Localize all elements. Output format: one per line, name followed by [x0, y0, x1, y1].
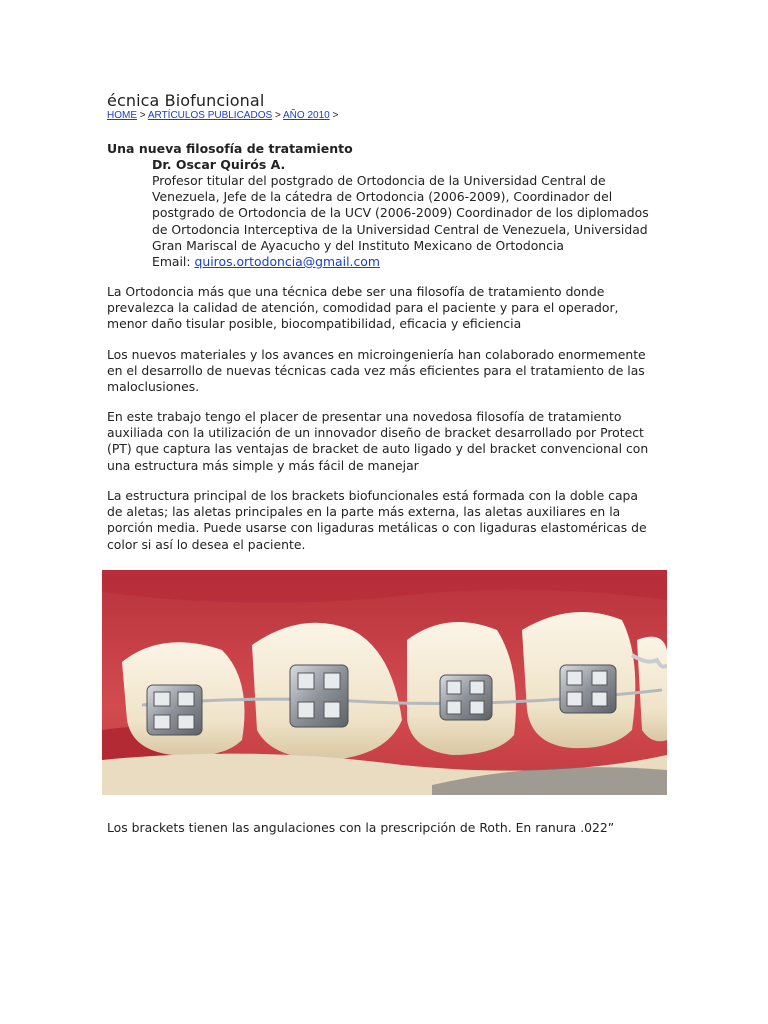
breadcrumb-separator: >	[332, 110, 339, 121]
breadcrumb-separator: >	[139, 110, 146, 121]
article-subtitle: Una nueva filosofía de tratamiento	[107, 141, 353, 156]
article-author: Dr. Oscar Quirós A.	[152, 157, 286, 172]
email-label: Email:	[152, 254, 191, 270]
breadcrumb-articles-link[interactable]: ARTÍCULOS PUBLICADOS	[147, 110, 273, 121]
breadcrumb	[107, 110, 338, 121]
paragraph-line: una estructura más simple y más fácil de manejar	[107, 457, 419, 473]
breadcrumb-home-link[interactable]: HOME	[107, 110, 137, 121]
paragraph-1	[107, 284, 667, 333]
paragraph-3	[107, 409, 667, 474]
paragraph-line: Los nuevos materiales y los avances en microingeniería han colaborado enormemente	[107, 347, 646, 362]
email-line	[152, 254, 682, 270]
paragraph-line: auxiliada con la utilización de un innovador diseño de bracket desarrollado por Protect	[107, 425, 644, 441]
paragraph-line: En este trabajo tengo el placer de presentar una novedosa filosofía de tratamiento	[107, 409, 622, 424]
breadcrumb-separator: >	[274, 110, 281, 121]
paragraph-line: en el desarrollo de nuevas técnicas cada vez más eficientes para el tratamiento de las	[107, 363, 645, 379]
paragraph-line: porción media. Puede usarse con ligaduras metálicas o con ligaduras elastoméricas de	[107, 520, 647, 536]
bio-line: postgrado de Ortodoncia de la UCV (2006-2009) Coordinador de los diplomados	[152, 205, 649, 221]
paragraph-line: (PT) que captura las ventajas de bracket de auto ligado y del bracket convencional con	[107, 441, 649, 457]
paragraph-line: La estructura principal de los brackets biofuncionales está formada con la doble capa	[107, 488, 639, 503]
paragraph-line: maloclusiones.	[107, 379, 200, 395]
breadcrumb-year-link[interactable]: AÑO 2010	[283, 110, 330, 121]
paragraph-line: color si así lo desea el paciente.	[107, 536, 306, 552]
paragraph-line: La Ortodoncia más que una técnica debe ser una filosofía de tratamiento donde	[107, 284, 605, 299]
page-title: écnica Biofuncional	[107, 91, 265, 110]
paragraph-4	[107, 488, 667, 553]
paragraph-line: menor daño tisular posible, biocompatibilidad, eficacia y eficiencia	[107, 316, 522, 332]
author-bio	[152, 173, 682, 270]
paragraph-line: de aletas; las aletas principales en la parte más externa, las aletas auxiliares en la	[107, 504, 621, 520]
email-link[interactable]: quiros.ortodoncia@gmail.com	[194, 254, 380, 270]
photo-caption: Los brackets tienen las angulaciones con la prescripción de Roth. En ranura .022”	[107, 820, 615, 835]
braces-photo	[102, 570, 667, 795]
paragraph-2	[107, 347, 667, 396]
bio-line: de Ortodoncia Interceptiva de la Universidad Central de Venezuela, Universidad	[152, 221, 648, 237]
bio-line: Gran Mariscal de Ayacucho y del Instituto Mexicano de Ortodoncia	[152, 237, 564, 253]
paragraph-line: prevalezca la calidad de atención, comodidad para el paciente y para el operador,	[107, 300, 619, 316]
bio-line: Profesor titular del postgrado de Ortodoncia de la Universidad Central de	[152, 173, 606, 188]
bio-line: Venezuela, Jefe de la cátedra de Ortodoncia (2006-2009), Coordinador del	[152, 189, 613, 205]
